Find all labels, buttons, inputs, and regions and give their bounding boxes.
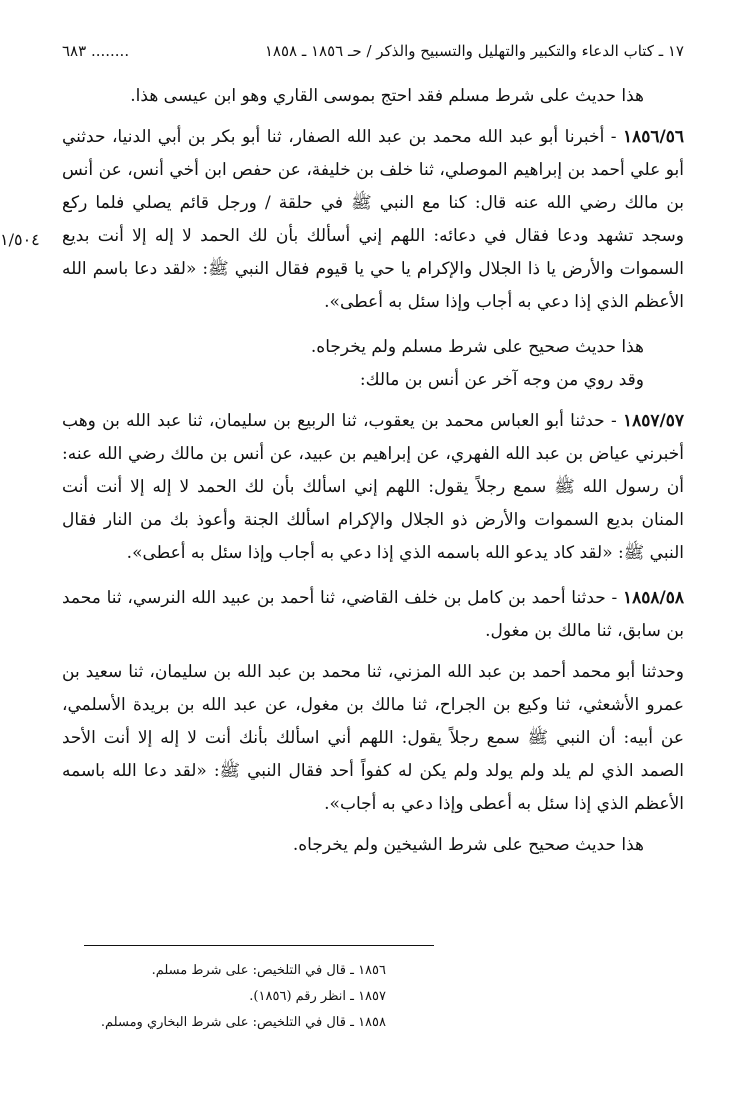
paragraph-text: هذا حديث صحيح على شرط الشيخين ولم يخرجاه. bbox=[292, 835, 644, 855]
hadith-text: - أخبرنا أبو عبد الله محمد بن عبد الله الصفار، ثنا أبو بكر بن أبي الدنيا، حدثني أبو علي أحمد بن إبراهيم الموصلي، ثنا خلف بن خليفة، عن حفص ابن أخي أنس، عن أنس بن مالك رضي الله عنه قال: كنا مع النبي ﷺ في حلقة / ورجل قائم يصلي فلما ركع وسجد تشهد ودعا فقال في دعائه: اللهم إني أسألك بأن لك الحمد لا إله إلا أنت بديع السموات والأرض يا ذا الجلال والإكرام يا حي يا قيوم فقال النبي ﷺ: «لقد دعا باسم الله الأعظم الذي إذا دعي به أجاب وإذا سئل به أعطى». bbox=[62, 127, 684, 312]
margin-reference: ١/٥٠٤ bbox=[0, 230, 40, 249]
footnote-1858: ١٨٥٨ ـ قال في التلخيص: على شرط البخاري ومسلم. bbox=[100, 1015, 386, 1030]
hadith-number: ١٨٥٧/٥٧ bbox=[623, 411, 684, 431]
grading-1856 bbox=[62, 331, 684, 364]
header-title: ١٧ ـ كتاب الدعاء والتكبير والتهليل والتسبيح والذكر / حـ ١٨٥٦ ـ ١٨٥٨ bbox=[264, 42, 684, 60]
hadith-text: - حدثنا أبو العباس محمد بن يعقوب، ثنا الربيع بن سليمان، ثنا عبد الله بن وهب أخبرني عياض بن عبد الله الفهري، عن إبراهيم بن عبيد، عن أنس بن مالك رضي الله عنه: أن رسول الله ﷺ سمع رجلاً يقول: اللهم إني اسألك بأن لك الحمد لا إله إلا أنت أنت المنان بديع السموات والأرض ذو الجلال والإكرام اسألك الجنة وأعوذ بك من النار فقال النبي ﷺ: «لقد كاد يدعو الله باسمه الذي إذا دعي به أجاب وإذا سئل به أعطى». bbox=[62, 411, 684, 563]
hadith-number: ١٨٥٨/٥٨ bbox=[623, 588, 684, 608]
narration-note bbox=[62, 364, 684, 397]
hadith-number: ١٨٥٦/٥٦ bbox=[623, 127, 684, 147]
header-dots: ........ bbox=[90, 42, 130, 60]
paragraph-text: وقد روي من وجه آخر عن أنس بن مالك: bbox=[359, 370, 644, 390]
paragraph-text: وحدثنا أبو محمد أحمد بن عبد الله المزني، ثنا محمد بن عبد الله بن سليمان، ثنا سعيد بن عمرو الأشعثي، ثنا وكيع بن الجراح، ثنا مالك بن مغول، عن عبد الله بن بريدة الأسلمي، عن أبيه: أن النبي ﷺ سمع رجلاً يقول: اللهم أني اسألك بأنك أنت لا إله إلا أنت الأحد الصمد الذي لم يلد ولم يولد ولم يكن له كفواً أحد فقال النبي ﷺ: «لقد دعا الله باسمه الأعظم الذي إذا سئل به أعطى وإذا دعي به أجاب». bbox=[62, 662, 684, 814]
footnote-divider bbox=[84, 945, 434, 946]
footnotes bbox=[56, 958, 386, 1036]
main-text bbox=[62, 80, 684, 862]
footnote-1857: ١٨٥٧ ـ انظر رقم (١٨٥٦). bbox=[249, 989, 386, 1004]
grading-1858 bbox=[62, 829, 684, 862]
hadith-1858-second-chain bbox=[62, 656, 684, 821]
hadith-text: - حدثنا أحمد بن كامل بن خلف القاضي، ثنا أحمد بن عبيد الله النرسي، ثنا محمد بن سابق، ثنا مالك بن مغول. bbox=[62, 588, 684, 641]
hadith-1858 bbox=[62, 582, 684, 648]
running-header bbox=[62, 38, 684, 64]
paragraph-text: هذا حديث صحيح على شرط مسلم ولم يخرجاه. bbox=[310, 337, 644, 357]
page-number: ٦٨٣ bbox=[62, 42, 87, 60]
hadith-1856 bbox=[62, 121, 684, 319]
paragraph-note-1 bbox=[62, 80, 684, 113]
hadith-1857 bbox=[62, 405, 684, 570]
page-number-group bbox=[62, 38, 129, 64]
footnote-1856: ١٨٥٦ ـ قال في التلخيص: على شرط مسلم. bbox=[151, 963, 386, 978]
paragraph-text: هذا حديث على شرط مسلم فقد احتج بموسى القاري وهو ابن عيسى هذا. bbox=[130, 86, 644, 106]
